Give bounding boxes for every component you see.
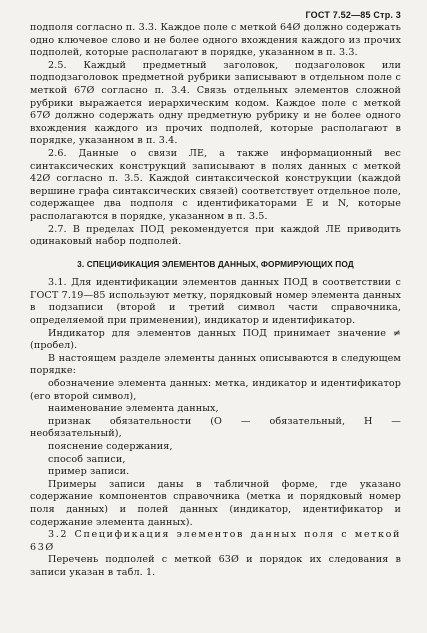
list-item: пример записи. [48, 466, 130, 478]
list-item: пояснение содержания, [48, 441, 173, 452]
list-item: наименование элемента данных, [48, 403, 219, 415]
paragraph-examples: Примеры записи даны в табличной форме, где указано содержание компонентов справочника (метка и порядковый номер поля данных) и полей данных (индикатор, идентификатор и содержание элемента данных). [30, 478, 401, 528]
paragraph-order: В настоящем разделе элементы данных описываются в следующем порядке: [30, 352, 401, 377]
paragraph-indicator: Индикатор для элементов данных ПОД принимает значение ≠ (пробел). [30, 327, 401, 352]
paragraph-2-6: 2.6. Данные о связи ЛЕ, а также информационный вес синтаксических конструкций записывают в полях данных с меткой 42Ø согласно п. 3.5. Каждой синтаксической конструкции (каждой вершине графа синтаксических связей) соответствует отдельное поле, содержащее два подполя с идентификаторами E и N, которые располагаются в порядке, указанном в п. 3.5. [30, 147, 401, 222]
list-item: признак обязательности (О — обязательный, Н — необязательный), [30, 415, 401, 440]
paragraph-2-7: 2.7. В пределах ПОД рекомендуется при каждой ЛЕ приводить одинаковый набор подполей. [30, 223, 401, 248]
paragraph-subfields: Перечень подполей с меткой 63Ø и порядок их следования в записи указан в табл. 1. [30, 554, 401, 578]
paragraph-continuation: подполя согласно п. 3.3. Каждое поле с меткой 64Ø должно содержать одно ключевое слово и не более одного вхождения каждого из прочих подполей, которые располагают в порядке, указанном в п. 3.3. [30, 22, 401, 59]
paragraph-2-5: 2.5. Каждый предметный заголовок, подзаголовок или подподзаголовок предметной рубрики записывают в отдельном поле с меткой 67Ø согласно п. 3.4. Связь отдельных элементов сложной рубрики выражается иерархическим кодом. Каждое поле с меткой 67Ø должно содержать одну предметную рубрику и не более одного вхождения каждого из прочих подполей, которые располагают в порядке, указанном в п. 3.4. [30, 59, 401, 147]
document-body [30, 22, 401, 580]
subsection-heading-3-2: 3.2 Спецификация элементов данных поля с меткой 63Ø [30, 529, 401, 553]
list-item: обозначение элемента данных: метка, индикатор и идентификатор (его второй символ), [30, 378, 401, 402]
section-title: 3. СПЕЦИФИКАЦИЯ ЭЛЕМЕНТОВ ДАННЫХ, ФОРМИРУЮЩИХ ПОД [77, 258, 354, 269]
paragraph-3-1: 3.1. Для идентификации элементов данных ПОД в соответствии с ГОСТ 7.19—85 используют метку, порядковый номер элемента данных в подзаписи (второй и третий символ части справочника, определяемой при применении), индикатор и идентификатор. [30, 277, 401, 327]
page-header: ГОСТ 7.52—85 Стр. 3 [305, 10, 401, 20]
list-item: способ записи, [48, 453, 126, 465]
